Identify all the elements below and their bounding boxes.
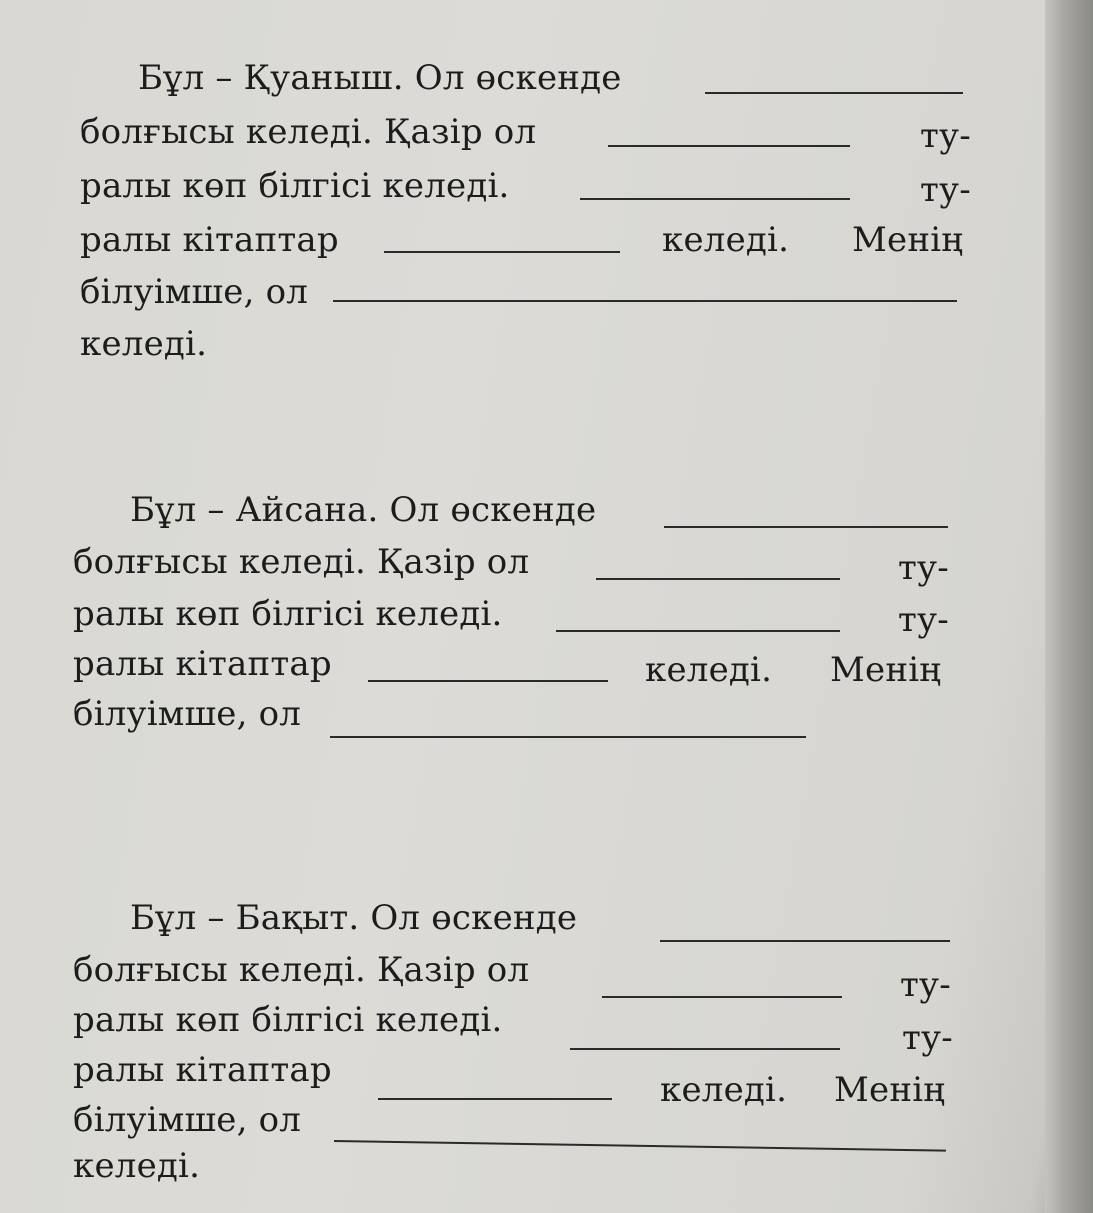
- passage-line-3: ралы көп білгісі келеді.: [80, 166, 510, 206]
- hyphen-tu-1: ту-: [898, 548, 949, 588]
- blank-opinion[interactable]: [334, 1140, 946, 1152]
- passage-line-1: Бұл – Қуаныш. Ол өскенде: [138, 58, 622, 98]
- passage-line-3: ралы көп білгісі келеді.: [73, 1000, 503, 1040]
- passage-line-3: ралы көп білгісі келеді.: [73, 594, 503, 634]
- passage-line-6: келеді.: [80, 324, 208, 364]
- blank-verb[interactable]: [378, 1098, 612, 1100]
- hyphen-tu-2: ту-: [920, 170, 971, 210]
- hyphen-tu-2: ту-: [898, 600, 949, 640]
- word-keledi: келеді.: [645, 650, 773, 690]
- word-menin: Менің: [830, 650, 942, 690]
- passage-line-4: ралы кітаптар: [80, 220, 339, 260]
- passage-line-1: Бұл – Бақыт. Ол өскенде: [130, 898, 578, 938]
- passage-line-4: ралы кітаптар: [73, 1050, 332, 1090]
- blank-topic[interactable]: [602, 996, 842, 998]
- blank-verb[interactable]: [368, 680, 608, 682]
- blank-topic[interactable]: [596, 578, 840, 580]
- passage-line-6: келеді.: [73, 1146, 201, 1186]
- passage-line-2: болғысы келеді. Қазір ол: [73, 542, 530, 582]
- blank-topic-2[interactable]: [556, 630, 840, 632]
- hyphen-tu-1: ту-: [900, 965, 951, 1005]
- passage-line-5: білуімше, ол: [73, 1100, 302, 1140]
- blank-topic-2[interactable]: [570, 1048, 840, 1050]
- passage-line-5: білуімше, ол: [80, 272, 309, 312]
- passage-line-1: Бұл – Айсана. Ол өскенде: [130, 490, 597, 530]
- word-menin: Менің: [852, 220, 964, 260]
- passage-line-2: болғысы келеді. Қазір ол: [80, 112, 537, 152]
- blank-opinion[interactable]: [330, 736, 806, 738]
- word-keledi: келеді.: [660, 1070, 788, 1110]
- word-keledi: келеді.: [662, 220, 790, 260]
- blank-profession[interactable]: [664, 526, 948, 528]
- hyphen-tu-1: ту-: [920, 116, 971, 156]
- word-menin: Менің: [834, 1070, 946, 1110]
- blank-profession[interactable]: [660, 940, 950, 942]
- passage-line-4: ралы кітаптар: [73, 644, 332, 684]
- passage-line-5: білуімше, ол: [73, 694, 302, 734]
- passage-line-2: болғысы келеді. Қазір ол: [73, 950, 530, 990]
- hyphen-tu-2: ту-: [902, 1018, 953, 1058]
